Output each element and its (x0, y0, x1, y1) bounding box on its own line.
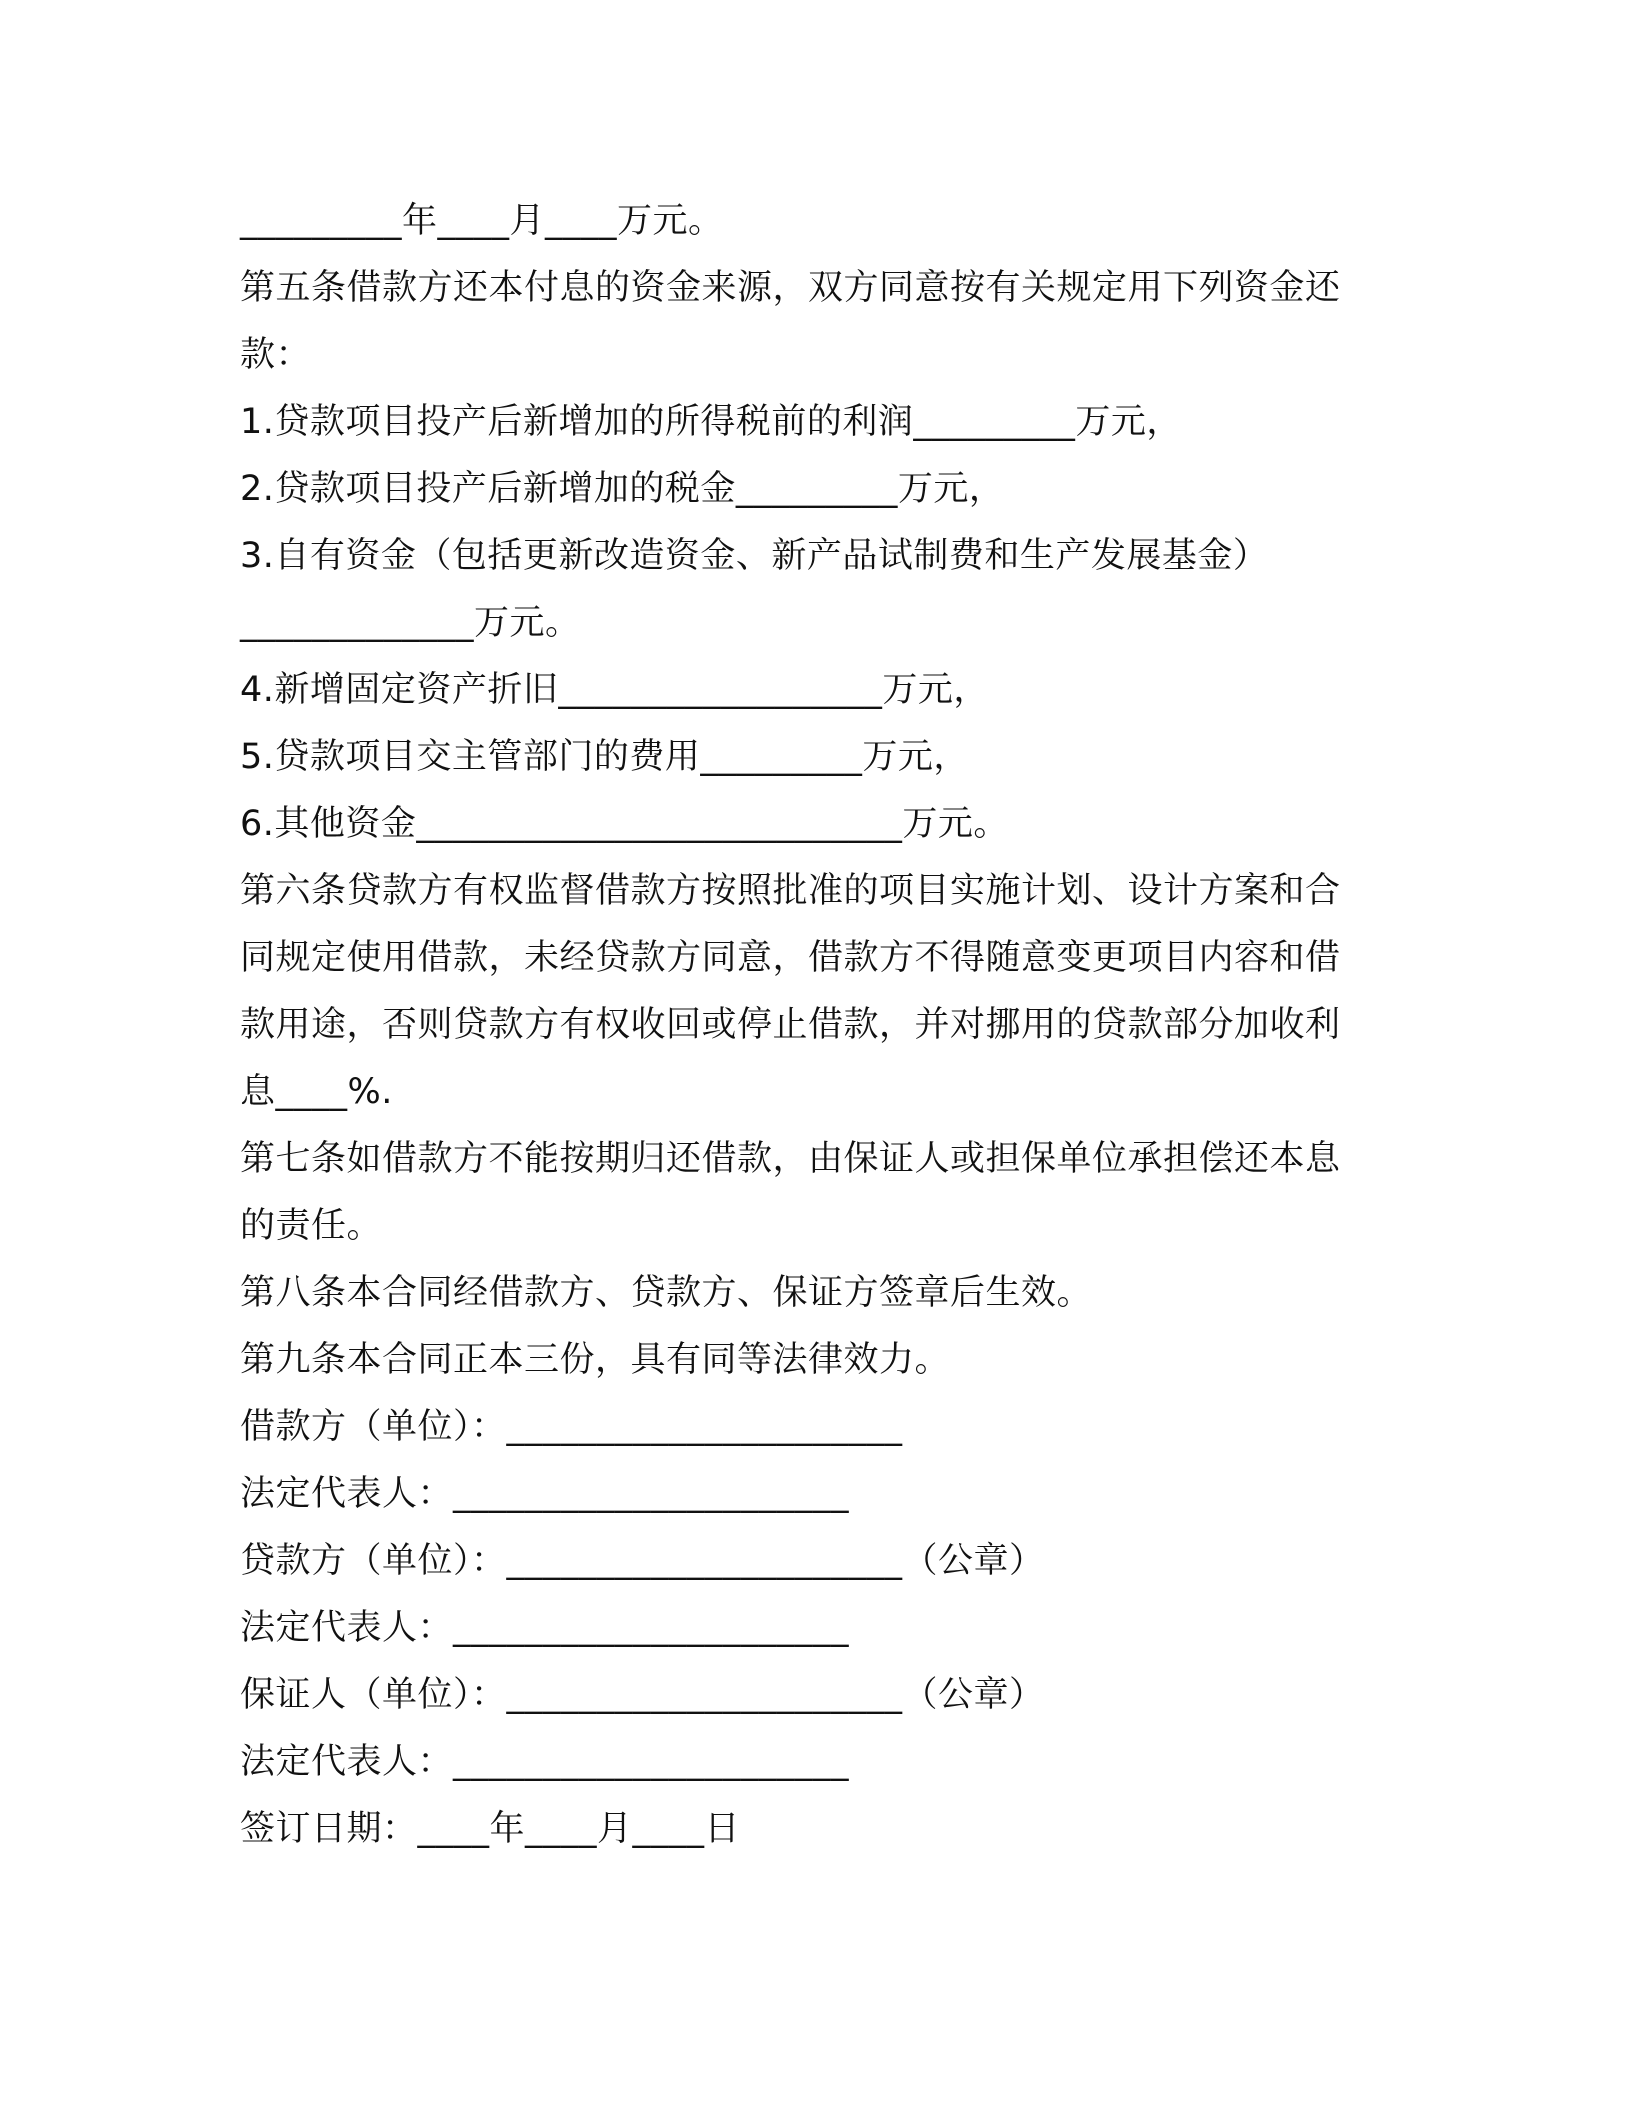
borrower-representative-line: 法定代表人：______________________ (240, 1474, 850, 1514)
fund-item-6: 6.其他资金___________________________万元。 (240, 804, 1009, 844)
fund-item-3-cont: _____________万元。 (240, 603, 581, 643)
lender-signature-line: 贷款方（单位）：______________________（公章） (240, 1541, 1045, 1581)
article-6-text-cont-3: 息____%. (240, 1072, 393, 1112)
signing-date-line: 签订日期：____年____月____日 (240, 1809, 741, 1849)
guarantor-signature-line: 保证人（单位）：______________________（公章） (240, 1675, 1045, 1715)
guarantor-representative-line: 法定代表人：______________________ (240, 1742, 850, 1782)
contract-body (240, 188, 1400, 1863)
article-7-text-cont: 的责任。 (240, 1206, 383, 1246)
borrower-signature-line: 借款方（单位）：______________________ (240, 1407, 903, 1447)
article-7-text: 第七条如借款方不能按期归还借款，由保证人或担保单位承担偿还本息 (240, 1139, 1341, 1179)
repayment-date-amount-line: _________年____月____万元。 (240, 201, 724, 241)
fund-item-1: 1.贷款项目投产后新增加的所得税前的利润_________万元， (240, 402, 1182, 442)
article-6-text-cont-2: 款用途，否则贷款方有权收回或停止借款，并对挪用的贷款部分加收利 (240, 1005, 1341, 1045)
lender-representative-line: 法定代表人：______________________ (240, 1608, 850, 1648)
article-6-text: 第六条贷款方有权监督借款方按照批准的项目实施计划、设计方案和合 (240, 871, 1341, 911)
fund-item-4: 4.新增固定资产折旧__________________万元， (240, 670, 989, 710)
article-8-text: 第八条本合同经借款方、贷款方、保证方签章后生效。 (240, 1273, 1093, 1313)
fund-item-5: 5.贷款项目交主管部门的费用_________万元， (240, 737, 969, 777)
fund-item-2: 2.贷款项目投产后新增加的税金_________万元， (240, 469, 1005, 509)
article-9-text: 第九条本合同正本三份，具有同等法律效力。 (240, 1340, 951, 1380)
article-6-text-cont-1: 同规定使用借款，未经贷款方同意，借款方不得随意变更项目内容和借 (240, 938, 1341, 978)
article-5-text-cont: 款： (240, 335, 312, 375)
fund-item-3: 3.自有资金（包括更新改造资金、新产品试制费和生产发展基金） (240, 536, 1269, 576)
article-5-text: 第五条借款方还本付息的资金来源，双方同意按有关规定用下列资金还 (240, 268, 1341, 308)
